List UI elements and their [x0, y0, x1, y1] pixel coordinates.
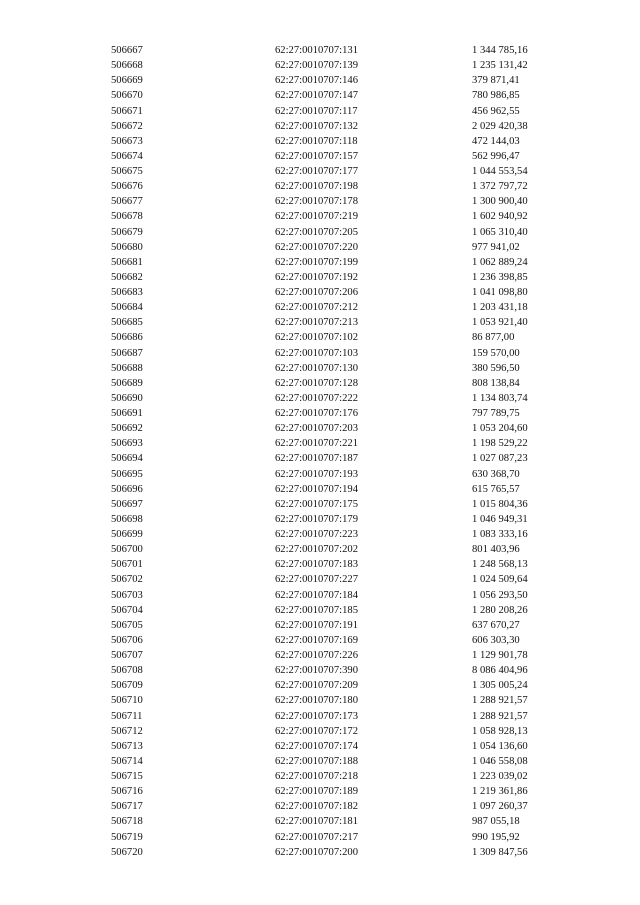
cadastral-value-cell: 1 602 940,92	[472, 211, 528, 223]
table-row	[0, 709, 640, 724]
cadastral-number-cell: 62:27:0010707:203	[275, 423, 358, 435]
table-row	[0, 572, 640, 587]
table-row	[0, 845, 640, 860]
table-row	[0, 406, 640, 421]
record-number-cell: 506694	[111, 453, 143, 465]
cadastral-value-cell: 1 203 431,18	[472, 302, 528, 314]
cadastral-number-cell: 62:27:0010707:130	[275, 362, 358, 374]
table-row	[0, 739, 640, 754]
cadastral-number-cell: 62:27:0010707:205	[275, 226, 358, 238]
table-row	[0, 724, 640, 739]
cadastral-number-cell: 62:27:0010707:200	[275, 846, 358, 858]
table-row	[0, 618, 640, 633]
cadastral-value-cell: 1 027 087,23	[472, 453, 528, 465]
table-row	[0, 391, 640, 406]
cadastral-number-cell: 62:27:0010707:118	[275, 135, 358, 147]
cadastral-value-cell: 990 195,92	[472, 831, 520, 843]
cadastral-number-cell: 62:27:0010707:185	[275, 604, 358, 616]
cadastral-number-cell: 62:27:0010707:103	[275, 347, 358, 359]
table-row	[0, 497, 640, 512]
record-number-cell: 506667	[111, 45, 143, 56]
table-row	[0, 784, 640, 799]
cadastral-value-cell: 1 305 005,24	[472, 680, 528, 692]
cadastral-number-cell: 62:27:0010707:226	[275, 650, 358, 661]
cadastral-value-cell: 1 065 310,40	[472, 226, 528, 238]
record-number-cell: 506679	[111, 226, 143, 238]
cadastral-value-cell: 562 996,47	[472, 150, 520, 162]
cadastral-number-cell: 62:27:0010707:223	[275, 529, 358, 540]
record-number-cell: 506705	[111, 619, 143, 631]
record-number-cell: 506719	[111, 831, 143, 843]
cadastral-number-cell: 62:27:0010707:178	[275, 196, 358, 208]
cadastral-value-cell: 1 044 553,54	[472, 166, 528, 177]
table-row	[0, 119, 640, 134]
cadastral-value-cell: 1 300 900,40	[472, 196, 528, 208]
cadastral-value-cell: 1 046 949,31	[472, 513, 528, 525]
table-row	[0, 58, 640, 73]
cadastral-value-cell: 1 053 204,60	[472, 423, 528, 435]
cadastral-value-cell: 1 056 293,50	[472, 589, 528, 601]
cadastral-value-cell: 637 670,27	[472, 619, 520, 631]
cadastral-value-cell: 780 986,85	[472, 90, 520, 102]
record-number-cell: 506670	[111, 90, 143, 102]
cadastral-number-cell: 62:27:0010707:202	[275, 544, 358, 556]
cadastral-number-cell: 62:27:0010707:131	[275, 45, 358, 56]
table-row	[0, 73, 640, 88]
cadastral-number-cell: 62:27:0010707:181	[275, 816, 358, 828]
cadastral-number-cell: 62:27:0010707:189	[275, 786, 358, 798]
record-number-cell: 506700	[111, 544, 143, 556]
record-number-cell: 506702	[111, 574, 143, 586]
cadastral-value-table	[0, 43, 640, 860]
cadastral-value-cell: 379 871,41	[472, 75, 520, 87]
cadastral-number-cell: 62:27:0010707:390	[275, 665, 358, 677]
table-row	[0, 240, 640, 255]
record-number-cell: 506717	[111, 801, 143, 813]
table-row	[0, 104, 640, 119]
cadastral-value-cell: 1 046 558,08	[472, 755, 528, 767]
cadastral-value-cell: 630 368,70	[472, 468, 520, 480]
record-number-cell: 506708	[111, 665, 143, 677]
table-row	[0, 315, 640, 330]
record-number-cell: 506707	[111, 650, 143, 661]
cadastral-value-cell: 456 962,55	[472, 105, 520, 117]
record-number-cell: 506671	[111, 105, 143, 117]
cadastral-value-cell: 808 138,84	[472, 377, 520, 389]
table-row	[0, 467, 640, 482]
record-number-cell: 506669	[111, 75, 143, 87]
cadastral-value-cell: 606 303,30	[472, 634, 520, 646]
cadastral-number-cell: 62:27:0010707:187	[275, 453, 358, 465]
cadastral-number-cell: 62:27:0010707:146	[275, 75, 358, 87]
record-number-cell: 506714	[111, 755, 143, 767]
cadastral-value-cell: 1 288 921,57	[472, 710, 528, 722]
table-row	[0, 134, 640, 149]
record-number-cell: 506709	[111, 680, 143, 692]
table-row	[0, 603, 640, 618]
cadastral-value-cell: 1 053 921,40	[472, 317, 528, 329]
record-number-cell: 506681	[111, 256, 143, 268]
record-number-cell: 506715	[111, 771, 143, 782]
record-number-cell: 506686	[111, 332, 143, 344]
cadastral-value-cell: 86 877,00	[472, 332, 515, 344]
record-number-cell: 506699	[111, 529, 143, 540]
cadastral-value-cell: 1 198 529,22	[472, 438, 528, 450]
record-number-cell: 506676	[111, 181, 143, 193]
table-row	[0, 179, 640, 194]
table-row	[0, 225, 640, 240]
record-number-cell: 506685	[111, 317, 143, 329]
record-number-cell: 506713	[111, 740, 143, 752]
cadastral-number-cell: 62:27:0010707:147	[275, 90, 358, 102]
table-row	[0, 421, 640, 436]
cadastral-number-cell: 62:27:0010707:173	[275, 710, 358, 722]
table-row	[0, 376, 640, 391]
table-row	[0, 693, 640, 708]
record-number-cell: 506689	[111, 377, 143, 389]
cadastral-number-cell: 62:27:0010707:199	[275, 256, 358, 268]
table-row	[0, 270, 640, 285]
table-row	[0, 814, 640, 829]
cadastral-number-cell: 62:27:0010707:183	[275, 559, 358, 571]
table-row	[0, 194, 640, 209]
cadastral-number-cell: 62:27:0010707:172	[275, 725, 358, 737]
record-number-cell: 506697	[111, 498, 143, 510]
cadastral-number-cell: 62:27:0010707:219	[275, 211, 358, 223]
record-number-cell: 506690	[111, 392, 143, 404]
cadastral-value-cell: 1 041 098,80	[472, 287, 528, 298]
record-number-cell: 506695	[111, 468, 143, 480]
cadastral-value-cell: 1 058 928,13	[472, 725, 528, 737]
cadastral-number-cell: 62:27:0010707:213	[275, 317, 358, 329]
record-number-cell: 506712	[111, 725, 143, 737]
cadastral-value-cell: 1 236 398,85	[472, 271, 528, 283]
record-number-cell: 506672	[111, 120, 143, 132]
cadastral-value-cell: 615 765,57	[472, 483, 520, 495]
cadastral-value-cell: 1 309 847,56	[472, 846, 528, 858]
cadastral-value-cell: 1 015 804,36	[472, 498, 528, 510]
table-row	[0, 255, 640, 270]
cadastral-number-cell: 62:27:0010707:132	[275, 120, 358, 132]
record-number-cell: 506688	[111, 362, 143, 374]
cadastral-number-cell: 62:27:0010707:191	[275, 619, 358, 631]
cadastral-value-cell: 1 223 039,02	[472, 771, 528, 782]
cadastral-value-cell: 1 083 333,16	[472, 529, 528, 540]
record-number-cell: 506692	[111, 423, 143, 435]
record-number-cell: 506696	[111, 483, 143, 495]
cadastral-value-cell: 1 097 260,37	[472, 801, 528, 813]
record-number-cell: 506677	[111, 196, 143, 208]
table-row	[0, 512, 640, 527]
table-row	[0, 799, 640, 814]
record-number-cell: 506687	[111, 347, 143, 359]
record-number-cell: 506682	[111, 271, 143, 283]
cadastral-number-cell: 62:27:0010707:157	[275, 150, 358, 162]
table-row	[0, 663, 640, 678]
cadastral-value-cell: 1 129 901,78	[472, 650, 528, 661]
record-number-cell: 506704	[111, 604, 143, 616]
cadastral-number-cell: 62:27:0010707:179	[275, 513, 358, 525]
cadastral-number-cell: 62:27:0010707:176	[275, 408, 358, 419]
cadastral-value-cell: 1 280 208,26	[472, 604, 528, 616]
cadastral-number-cell: 62:27:0010707:128	[275, 377, 358, 389]
cadastral-value-cell: 1 288 921,57	[472, 695, 528, 707]
record-number-cell: 506683	[111, 287, 143, 298]
table-row	[0, 285, 640, 300]
record-number-cell: 506710	[111, 695, 143, 707]
table-row	[0, 346, 640, 361]
table-row	[0, 149, 640, 164]
cadastral-number-cell: 62:27:0010707:193	[275, 468, 358, 480]
record-number-cell: 506680	[111, 241, 143, 253]
cadastral-number-cell: 62:27:0010707:220	[275, 241, 358, 253]
cadastral-number-cell: 62:27:0010707:194	[275, 483, 358, 495]
cadastral-value-cell: 1 062 889,24	[472, 256, 528, 268]
cadastral-value-cell: 1 344 785,16	[472, 45, 528, 56]
cadastral-value-cell: 1 134 803,74	[472, 392, 528, 404]
table-row	[0, 209, 640, 224]
table-row	[0, 361, 640, 376]
cadastral-number-cell: 62:27:0010707:175	[275, 498, 358, 510]
cadastral-value-cell: 380 596,50	[472, 362, 520, 374]
record-number-cell: 506706	[111, 634, 143, 646]
table-row	[0, 830, 640, 845]
cadastral-number-cell: 62:27:0010707:218	[275, 771, 358, 782]
cadastral-number-cell: 62:27:0010707:174	[275, 740, 358, 752]
table-row	[0, 557, 640, 572]
cadastral-number-cell: 62:27:0010707:212	[275, 302, 358, 314]
cadastral-number-cell: 62:27:0010707:227	[275, 574, 358, 586]
cadastral-value-cell: 1 248 568,13	[472, 559, 528, 571]
table-row	[0, 300, 640, 315]
cadastral-number-cell: 62:27:0010707:180	[275, 695, 358, 707]
cadastral-number-cell: 62:27:0010707:222	[275, 392, 358, 404]
table-row	[0, 678, 640, 693]
record-number-cell: 506720	[111, 846, 143, 858]
table-row	[0, 754, 640, 769]
cadastral-value-cell: 801 403,96	[472, 544, 520, 556]
record-number-cell: 506698	[111, 513, 143, 525]
table-row	[0, 648, 640, 663]
record-number-cell: 506675	[111, 166, 143, 177]
cadastral-value-cell: 1 054 136,60	[472, 740, 528, 752]
cadastral-number-cell: 62:27:0010707:209	[275, 680, 358, 692]
cadastral-value-cell: 472 144,03	[472, 135, 520, 147]
record-number-cell: 506684	[111, 302, 143, 314]
record-number-cell: 506701	[111, 559, 143, 571]
record-number-cell: 506691	[111, 408, 143, 419]
record-number-cell: 506674	[111, 150, 143, 162]
cadastral-value-cell: 1 235 131,42	[472, 60, 528, 72]
cadastral-value-cell: 159 570,00	[472, 347, 520, 359]
cadastral-number-cell: 62:27:0010707:102	[275, 332, 358, 344]
cadastral-number-cell: 62:27:0010707:192	[275, 271, 358, 283]
cadastral-value-cell: 987 055,18	[472, 816, 520, 828]
cadastral-value-cell: 2 029 420,38	[472, 120, 528, 132]
cadastral-value-cell: 8 086 404,96	[472, 665, 528, 677]
record-number-cell: 506716	[111, 786, 143, 798]
cadastral-value-cell: 977 941,02	[472, 241, 520, 253]
cadastral-value-cell: 1 372 797,72	[472, 181, 528, 193]
cadastral-number-cell: 62:27:0010707:188	[275, 755, 358, 767]
table-row	[0, 43, 640, 58]
table-row	[0, 88, 640, 103]
table-row	[0, 164, 640, 179]
table-row	[0, 482, 640, 497]
table-row	[0, 769, 640, 784]
record-number-cell: 506711	[111, 710, 143, 722]
table-row	[0, 527, 640, 542]
table-row	[0, 330, 640, 345]
record-number-cell: 506673	[111, 135, 143, 147]
cadastral-number-cell: 62:27:0010707:184	[275, 589, 358, 601]
cadastral-value-cell: 797 789,75	[472, 408, 520, 419]
cadastral-number-cell: 62:27:0010707:221	[275, 438, 358, 450]
table-row	[0, 542, 640, 557]
record-number-cell: 506693	[111, 438, 143, 450]
record-number-cell: 506718	[111, 816, 143, 828]
cadastral-number-cell: 62:27:0010707:139	[275, 60, 358, 72]
cadastral-number-cell: 62:27:0010707:169	[275, 634, 358, 646]
cadastral-value-cell: 1 024 509,64	[472, 574, 528, 586]
cadastral-number-cell: 62:27:0010707:206	[275, 287, 358, 298]
record-number-cell: 506678	[111, 211, 143, 223]
cadastral-value-cell: 1 219 361,86	[472, 786, 528, 798]
table-row	[0, 633, 640, 648]
cadastral-number-cell: 62:27:0010707:198	[275, 181, 358, 193]
record-number-cell: 506668	[111, 60, 143, 72]
cadastral-number-cell: 62:27:0010707:117	[275, 105, 358, 117]
cadastral-number-cell: 62:27:0010707:177	[275, 166, 358, 177]
cadastral-number-cell: 62:27:0010707:217	[275, 831, 358, 843]
table-row	[0, 588, 640, 603]
cadastral-number-cell: 62:27:0010707:182	[275, 801, 358, 813]
record-number-cell: 506703	[111, 589, 143, 601]
table-row	[0, 436, 640, 451]
table-row	[0, 451, 640, 466]
